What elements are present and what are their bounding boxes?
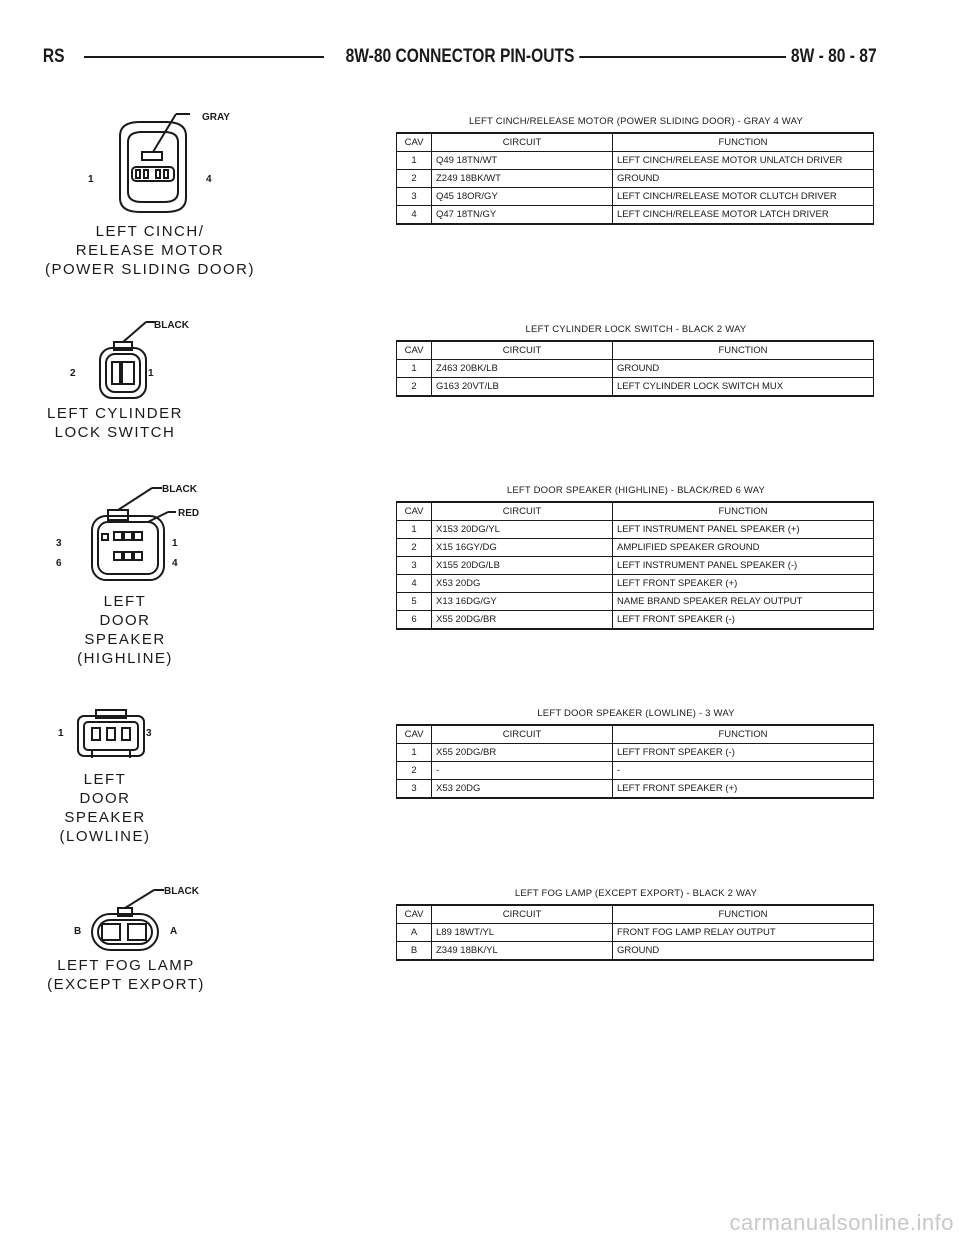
col-function: FUNCTION xyxy=(613,133,874,152)
cell-cav: 3 xyxy=(397,188,432,206)
cell-cav: 5 xyxy=(397,593,432,611)
caption-line: LOCK SWITCH xyxy=(54,424,176,441)
cell-circuit: X13 16DG/GY xyxy=(432,593,613,611)
table-row xyxy=(397,762,874,780)
cell-circuit: Q45 18OR/GY xyxy=(432,188,613,206)
connector-caption xyxy=(40,222,260,279)
connector-caption xyxy=(50,592,200,668)
pinout-table xyxy=(396,724,874,799)
table-row xyxy=(397,170,874,188)
pinout-table xyxy=(396,132,874,225)
pin-label: 1 xyxy=(172,538,178,549)
pin-label: 4 xyxy=(172,558,178,569)
cell-function: LEFT INSTRUMENT PANEL SPEAKER (-) xyxy=(613,557,874,575)
cell-function: AMPLIFIED SPEAKER GROUND xyxy=(613,539,874,557)
cell-function: LEFT FRONT SPEAKER (-) xyxy=(613,744,874,762)
cell-function: GROUND xyxy=(613,360,874,378)
cell-circuit: - xyxy=(432,762,613,780)
connector-title: LEFT CYLINDER LOCK SWITCH - BLACK 2 WAY xyxy=(525,324,747,335)
cell-cav: 1 xyxy=(397,744,432,762)
col-cav: CAV xyxy=(397,502,432,521)
caption-line: RELEASE MOTOR xyxy=(75,242,225,259)
connector-title: LEFT CINCH/RELEASE MOTOR (POWER SLIDING DOOR) - GRAY 4 WAY xyxy=(469,116,803,127)
connector-drawing xyxy=(80,112,240,222)
cell-circuit: X155 20DG/LB xyxy=(432,557,613,575)
table-row xyxy=(397,152,874,170)
caption-line: LEFT CYLINDER xyxy=(47,405,183,422)
cell-circuit: Z349 18BK/YL xyxy=(432,942,613,961)
cell-cav: 1 xyxy=(397,521,432,539)
cell-cav: B xyxy=(397,942,432,961)
cell-circuit: Z249 18BK/WT xyxy=(432,170,613,188)
caption-line: (EXCEPT EXPORT) xyxy=(47,976,205,993)
pin-label: 2 xyxy=(70,368,76,379)
connector-title: LEFT FOG LAMP (EXCEPT EXPORT) - BLACK 2 WAY xyxy=(514,888,758,899)
table-header-row xyxy=(397,502,874,521)
cell-function: GROUND xyxy=(613,170,874,188)
caption-line: LEFT xyxy=(83,771,127,788)
table-row xyxy=(397,575,874,593)
page-header xyxy=(44,44,876,70)
wire-color-label: GRAY xyxy=(202,112,230,123)
cell-cav: 1 xyxy=(397,360,432,378)
cell-function: LEFT INSTRUMENT PANEL SPEAKER (+) xyxy=(613,521,874,539)
cell-cav: 4 xyxy=(397,206,432,225)
cell-cav: 2 xyxy=(397,762,432,780)
col-circuit: CIRCUIT xyxy=(432,341,613,360)
col-circuit: CIRCUIT xyxy=(432,133,613,152)
pin-label: 3 xyxy=(146,728,152,739)
table-row xyxy=(397,924,874,942)
cell-cav: 3 xyxy=(397,780,432,799)
cell-function: NAME BRAND SPEAKER RELAY OUTPUT xyxy=(613,593,874,611)
connector-drawing xyxy=(52,706,172,766)
pin-label: 1 xyxy=(58,728,64,739)
cell-circuit: L89 18WT/YL xyxy=(432,924,613,942)
connector-title: LEFT DOOR SPEAKER (LOWLINE) - 3 WAY xyxy=(537,708,735,719)
caption-line: (LOWLINE) xyxy=(59,828,151,845)
caption-line: LEFT CINCH/ xyxy=(95,223,205,240)
pin-label: 1 xyxy=(88,174,94,185)
cell-circuit: G163 20VT/LB xyxy=(432,378,613,397)
pin-label: 1 xyxy=(148,368,154,379)
header-page-number: 8W - 80 - 87 xyxy=(786,44,882,70)
cell-cav: 2 xyxy=(397,539,432,557)
cell-cav: 6 xyxy=(397,611,432,630)
cell-circuit: Q49 18TN/WT xyxy=(432,152,613,170)
col-circuit: CIRCUIT xyxy=(432,502,613,521)
pin-label: 4 xyxy=(206,174,212,185)
col-circuit: CIRCUIT xyxy=(432,725,613,744)
connector-drawing xyxy=(64,320,204,400)
cell-circuit: X15 16GY/DG xyxy=(432,539,613,557)
table-row xyxy=(397,593,874,611)
pin-label: A xyxy=(170,926,178,937)
connector-drawing xyxy=(52,482,212,592)
table-row xyxy=(397,521,874,539)
table-row xyxy=(397,378,874,397)
table-row xyxy=(397,360,874,378)
wire-color-label: BLACK xyxy=(164,886,199,897)
pin-label: 6 xyxy=(56,558,62,569)
table-header-row xyxy=(397,905,874,924)
wire-color-label: BLACK xyxy=(154,320,189,331)
cell-circuit: X53 20DG xyxy=(432,780,613,799)
cell-function: LEFT CYLINDER LOCK SWITCH MUX xyxy=(613,378,874,397)
cell-circuit: X55 20DG/BR xyxy=(432,744,613,762)
table-row xyxy=(397,942,874,961)
wire-color-label: RED xyxy=(178,508,200,519)
table-row xyxy=(397,188,874,206)
connector-caption xyxy=(30,404,200,442)
connector-drawing xyxy=(70,886,210,966)
caption-line: LEFT xyxy=(103,593,147,610)
cell-circuit: X53 20DG xyxy=(432,575,613,593)
cell-circuit: Z463 20BK/LB xyxy=(432,360,613,378)
cell-cav: 4 xyxy=(397,575,432,593)
header-section-code: RS xyxy=(38,44,69,70)
col-function: FUNCTION xyxy=(613,905,874,924)
table-header-row xyxy=(397,725,874,744)
table-header-row xyxy=(397,133,874,152)
table-row xyxy=(397,744,874,762)
col-cav: CAV xyxy=(397,905,432,924)
wire-color-label: BLACK xyxy=(162,484,197,495)
cell-circuit: X153 20DG/YL xyxy=(432,521,613,539)
table-row xyxy=(397,611,874,630)
col-function: FUNCTION xyxy=(613,341,874,360)
connector-caption xyxy=(46,956,206,994)
col-function: FUNCTION xyxy=(613,725,874,744)
cell-function: LEFT FRONT SPEAKER (+) xyxy=(613,575,874,593)
header-rule-left xyxy=(84,56,324,58)
pin-label: B xyxy=(74,926,82,937)
table-header-row xyxy=(397,341,874,360)
col-circuit: CIRCUIT xyxy=(432,905,613,924)
pin-label: 3 xyxy=(56,538,62,549)
col-cav: CAV xyxy=(397,725,432,744)
table-row xyxy=(397,539,874,557)
watermark: carmanualsonline.info xyxy=(729,1210,954,1235)
table-row xyxy=(397,780,874,799)
cell-cav: 1 xyxy=(397,152,432,170)
cell-circuit: Q47 18TN/GY xyxy=(432,206,613,225)
pinout-table xyxy=(396,904,874,961)
pinout-table xyxy=(396,501,874,630)
caption-line: LEFT FOG LAMP xyxy=(57,957,195,974)
cell-function: LEFT FRONT SPEAKER (+) xyxy=(613,780,874,799)
cell-function: LEFT FRONT SPEAKER (-) xyxy=(613,611,874,630)
header-rule-right xyxy=(564,56,804,58)
header-title: 8W-80 CONNECTOR PIN-OUTS xyxy=(341,44,580,70)
caption-line: DOOR xyxy=(99,612,151,629)
cell-function: - xyxy=(613,762,874,780)
table-row xyxy=(397,557,874,575)
cell-function: LEFT CINCH/RELEASE MOTOR CLUTCH DRIVER xyxy=(613,188,874,206)
caption-line: SPEAKER xyxy=(64,809,146,826)
caption-line: SPEAKER xyxy=(84,631,166,648)
cell-cav: A xyxy=(397,924,432,942)
col-function: FUNCTION xyxy=(613,502,874,521)
caption-line: (POWER SLIDING DOOR) xyxy=(44,261,255,278)
connector-title: LEFT DOOR SPEAKER (HIGHLINE) - BLACK/RED 6 WAY xyxy=(506,485,766,496)
cell-cav: 2 xyxy=(397,170,432,188)
cell-cav: 2 xyxy=(397,378,432,397)
cell-function: LEFT CINCH/RELEASE MOTOR LATCH DRIVER xyxy=(613,206,874,225)
cell-function: GROUND xyxy=(613,942,874,961)
cell-function: FRONT FOG LAMP RELAY OUTPUT xyxy=(613,924,874,942)
caption-line: (HIGHLINE) xyxy=(77,650,173,667)
connector-caption xyxy=(30,770,180,846)
cell-function: LEFT CINCH/RELEASE MOTOR UNLATCH DRIVER xyxy=(613,152,874,170)
pinout-table xyxy=(396,340,874,397)
cell-cav: 3 xyxy=(397,557,432,575)
col-cav: CAV xyxy=(397,133,432,152)
cell-circuit: X55 20DG/BR xyxy=(432,611,613,630)
table-row xyxy=(397,206,874,225)
col-cav: CAV xyxy=(397,341,432,360)
caption-line: DOOR xyxy=(79,790,131,807)
